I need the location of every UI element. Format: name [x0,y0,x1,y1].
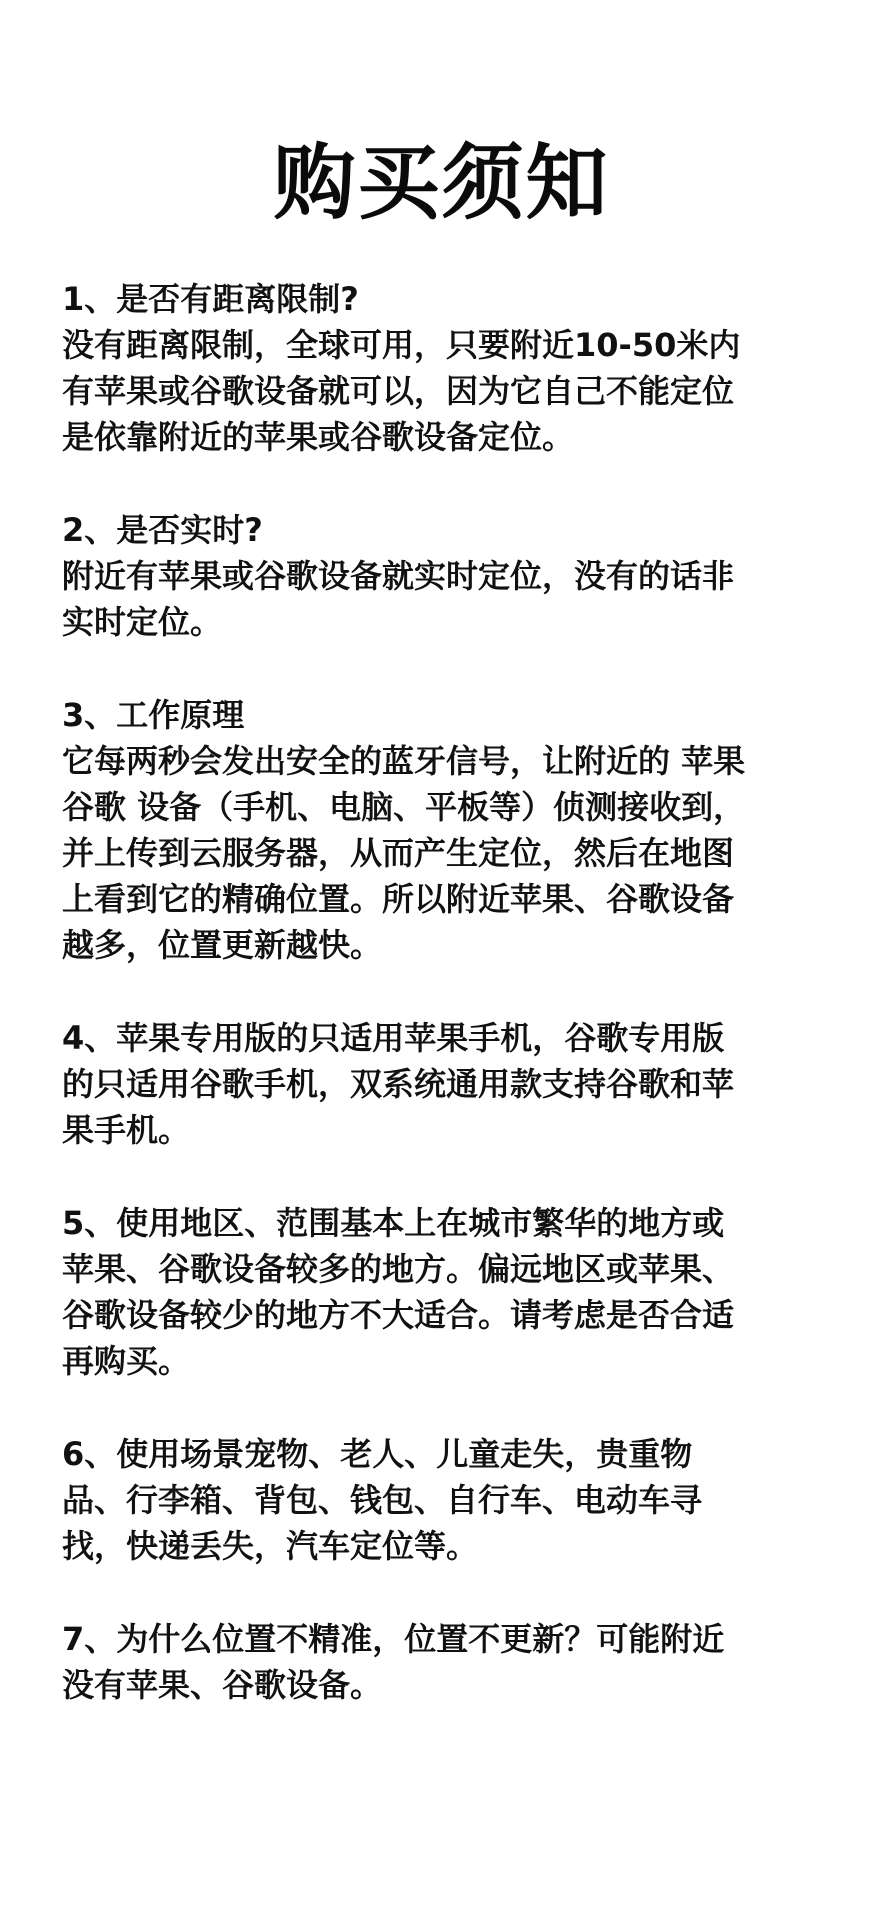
notice-item-text: 越多，位置更新越快。 [62,926,383,964]
notice-item-heading: 2、是否实时? [62,511,263,549]
notice-item-text: 是依靠附近的苹果或谷歌设备定位。 [62,418,575,456]
section-spacer [62,1384,832,1431]
notice-item-text: 有苹果或谷歌设备就可以，因为它自己不能定位 [62,372,735,410]
section-spacer [62,460,832,507]
notice-item-text: 谷歌 设备（手机、电脑、平板等）侦测接收到， [62,788,746,826]
notice-item-text: 再购买。 [62,1342,191,1380]
notice-item-distance [62,276,832,460]
section-spacer [62,968,832,1015]
notice-item-realtime [62,507,832,645]
section-spacer [62,645,832,692]
notice-item-text: 没有距离限制，全球可用，只要附近10-50米内 [62,326,741,364]
section-spacer [62,1569,832,1616]
notice-item-text: 4、苹果专用版的只适用苹果手机，谷歌专用版 [62,1019,725,1057]
page-title: 购买须知 [273,136,610,231]
notice-item-text: 6、使用场景宠物、老人、儿童走失，贵重物 [62,1435,693,1473]
notice-item-compatibility [62,1015,832,1153]
notice-item-text: 找，快递丢失，汽车定位等。 [62,1527,479,1565]
notice-item-region [62,1200,832,1384]
notice-item-accuracy [62,1616,832,1708]
section-spacer [62,1153,832,1200]
notice-item-text: 谷歌设备较少的地方不大适合。请考虑是否合适 [62,1296,735,1334]
notice-item-text: 实时定位。 [62,603,223,641]
notice-item-heading: 3、工作原理 [62,696,245,734]
notice-item-text: 的只适用谷歌手机，双系统通用款支持谷歌和苹 [62,1065,735,1103]
notice-item-text: 果手机。 [62,1111,191,1149]
notice-item-text: 并上传到云服务器，从而产生定位，然后在地图 [62,834,735,872]
notice-item-text: 上看到它的精确位置。所以附近苹果、谷歌设备 [62,880,735,918]
notice-item-text: 品、行李箱、背包、钱包、自行车、电动车寻 [62,1481,703,1519]
notice-item-text: 它每两秒会发出安全的蓝牙信号，让附近的 苹果 [62,742,746,780]
notice-item-scenarios [62,1431,832,1569]
notice-body [62,276,832,1708]
notice-item-text: 苹果、谷歌设备较多的地方。偏远地区或苹果、 [62,1250,735,1288]
notice-item-text: 5、使用地区、范围基本上在城市繁华的地方或 [62,1204,725,1242]
notice-item-text: 7、为什么位置不精准，位置不更新？可能附近 [62,1620,725,1658]
notice-item-text: 没有苹果、谷歌设备。 [62,1666,383,1704]
notice-item-principle [62,692,832,968]
notice-item-heading: 1、是否有距离限制? [62,280,359,318]
notice-item-text: 附近有苹果或谷歌设备就实时定位，没有的话非 [62,557,735,595]
